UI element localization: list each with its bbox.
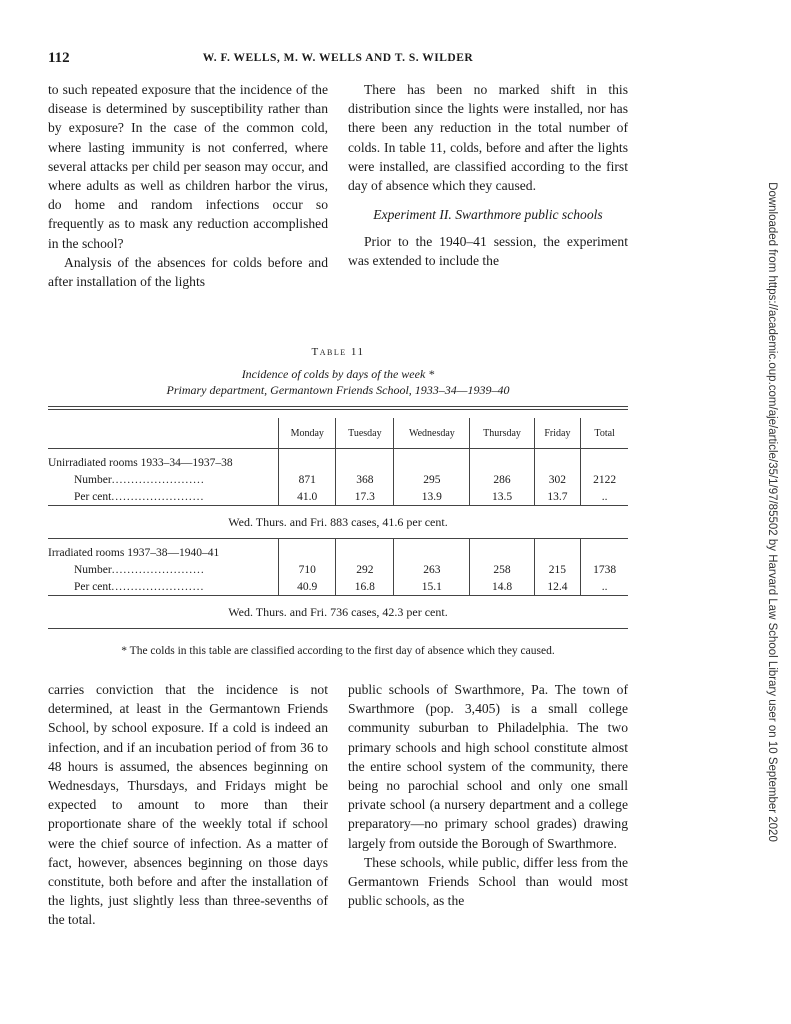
column-right-top: [348, 80, 628, 271]
table-subtitle: [48, 366, 628, 398]
table-top-rule: [48, 406, 628, 407]
column-header: Tuesday: [336, 418, 394, 449]
table-cell: ..: [581, 578, 628, 596]
table-body: [48, 418, 628, 629]
table-cell: 258: [470, 561, 534, 578]
table-cell: 40.9: [279, 578, 336, 596]
group-label-row: [48, 539, 628, 562]
stub-header: [48, 418, 279, 449]
table-row: [48, 578, 628, 596]
row-label: Per cent........................: [74, 580, 205, 593]
summary-row: [48, 596, 628, 629]
paragraph: public schools of Swarthmore, Pa. The town of Swarthmore (pop. 3,405) is a small college community suburban to Philadelphia. The two primary schools and high school constitute almost the entire school system of the community, there being no parochial school and only one small private school (a nursery department and a college preparatory—no primary school grades) drawing largely from outside the Borough of Swarthmore.: [348, 682, 628, 851]
paragraph: carries conviction that the incidence is not determined, at least in the Germantown Friends School, by school exposure. If a cold is indeed an infection, and if an incubation period of from 36 to 48 hours is assumed, the absences beginning on Wednesdays, Thursdays, and Fridays might be expected to amount to more than their proportionate share of the weekly total if school were the chief source of infection. As a matter of fact, however, absences beginning on those days constitute, both before and after the installation of the lights, just slightly less than three-sevenths of the total.: [48, 682, 328, 928]
summary-text: Wed. Thurs. and Fri. 883 cases, 41.6 per cent.: [48, 506, 628, 539]
group-label-row: [48, 449, 628, 472]
column-header: Wednesday: [394, 418, 470, 449]
paragraph: These schools, while public, differ less from the Germantown Friends School than would most public schools, as the: [348, 854, 628, 909]
row-label: Number........................: [74, 563, 205, 576]
table-cell: 1738: [581, 561, 628, 578]
row-label: Per cent........................: [74, 490, 205, 503]
table-cell: 710: [279, 561, 336, 578]
table-cell: 13.9: [394, 488, 470, 506]
table-cell: 12.4: [534, 578, 581, 596]
table-top-rule: [48, 409, 628, 410]
table-cell: 13.5: [470, 488, 534, 506]
summary-row: [48, 506, 628, 539]
table-cell: 2122: [581, 471, 628, 488]
table-cell: 263: [394, 561, 470, 578]
download-notice: Downloaded from https://academic.oup.com/aje/article/35/1/97/85502 by Harvard Law School Library user on 10 September 2020: [766, 182, 778, 842]
table-cell: 14.8: [470, 578, 534, 596]
table-cell: 16.8: [336, 578, 394, 596]
table-header-row: [48, 418, 628, 449]
paragraph: to such repeated exposure that the incidence of the disease is determined by susceptibility rather than by exposure? In the case of the common cold, where lasting immunity is not conferred, where several attacks per child per season may occur, and where adults as well as children harbor the virus, do home and random infections occur so frequently as to mask any reduction accomplished in the school?: [48, 82, 328, 251]
table-footnote: * The colds in this table are classified according to the first day of absence which they caused.: [121, 645, 555, 657]
column-header: Monday: [279, 418, 336, 449]
summary-text: Wed. Thurs. and Fri. 736 cases, 42.3 per cent.: [48, 596, 628, 629]
group-label: Unirradiated rooms 1933–34—1937–38: [48, 457, 233, 469]
column-header: Total: [581, 418, 628, 449]
table-cell: 368: [336, 471, 394, 488]
table-cell: 215: [534, 561, 581, 578]
table-cell: 292: [336, 561, 394, 578]
table-title: Table 11: [311, 346, 365, 358]
table-row: [48, 561, 628, 578]
paragraph: Prior to the 1940–41 session, the experiment was extended to include the: [348, 234, 628, 269]
row-label: Number........................: [74, 473, 205, 486]
table-cell: 13.7: [534, 488, 581, 506]
table-cell: 17.3: [336, 488, 394, 506]
table-cell: 302: [534, 471, 581, 488]
table-cell: ..: [581, 488, 628, 506]
table-subtitle-line: Incidence of colds by days of the week *: [241, 367, 435, 381]
table-cell: 871: [279, 471, 336, 488]
column-left-bottom: [48, 680, 328, 930]
section-heading: Experiment II. Swarthmore public schools: [373, 207, 603, 223]
table-row: [48, 471, 628, 488]
column-right-bottom: [348, 680, 628, 910]
page-number: 112: [48, 50, 70, 66]
column-header: Thursday: [470, 418, 534, 449]
column-left-top: [48, 80, 328, 291]
table-cell: 15.1: [394, 578, 470, 596]
column-header: Friday: [534, 418, 581, 449]
table-cell: 41.0: [279, 488, 336, 506]
table-cell: 295: [394, 471, 470, 488]
table-11: [48, 346, 628, 659]
running-head: W. F. WELLS, M. W. WELLS AND T. S. WILDER: [202, 52, 474, 64]
table-subtitle-line: Primary department, Germantown Friends School, 1933–34—1939–40: [166, 383, 510, 397]
paragraph: There has been no marked shift in this distribution since the lights were installed, nor has there been any reduction in the total number of colds. In table 11, colds, before and after the lights were installed, are classified according to the first day of absence which they caused.: [348, 82, 628, 194]
table-cell: 286: [470, 471, 534, 488]
table-row: [48, 488, 628, 506]
group-label: Irradiated rooms 1937–38—1940–41: [48, 547, 220, 559]
page-header: [48, 50, 628, 70]
paragraph: Analysis of the absences for colds before and after installation of the lights: [48, 254, 328, 290]
